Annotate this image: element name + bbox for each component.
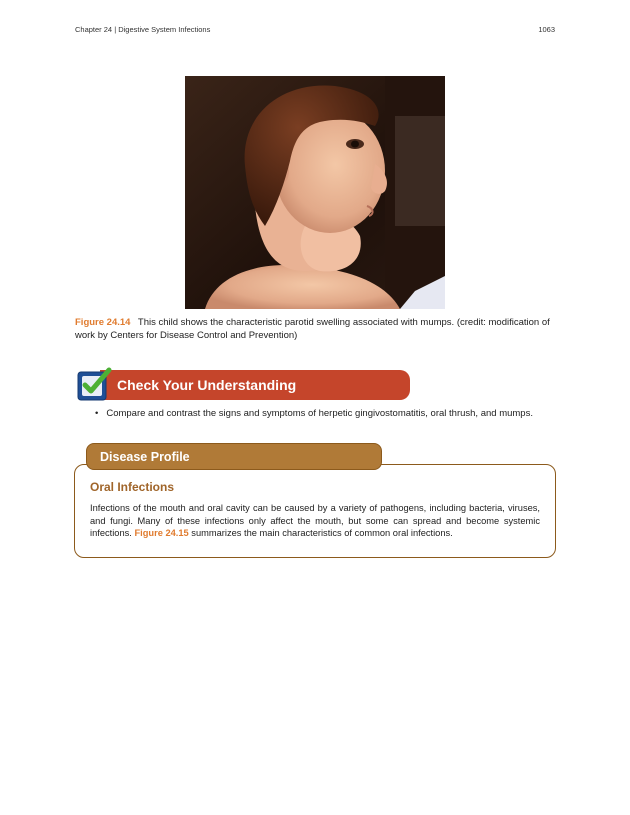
page-number: 1063 <box>538 25 555 34</box>
figure-caption <box>75 317 555 342</box>
body-text-end: summarizes the main characteristics of common oral infections. <box>188 528 453 539</box>
checkmark-icon <box>76 366 112 402</box>
check-understanding-list <box>95 408 565 420</box>
running-header-chapter: Chapter 24 | Digestive System Infections <box>75 25 211 34</box>
figure-caption-text: This child shows the characteristic parotid swelling associated with mumps. (credit: modification of work by Centers for Disease Control and Prevention) <box>75 317 550 341</box>
disease-profile-heading: Oral Infections <box>90 480 175 494</box>
body-text-start: Infections of the mouth and oral cavity can be caused by a variety of pathogens, including bacteria, viruses, and fungi. Many of these infections only affect the mouth, but some can spread and become systemic infections. <box>90 503 540 539</box>
figure-label: Figure 24.14 <box>75 317 131 328</box>
disease-profile-body <box>90 502 540 540</box>
check-understanding-title: Check Your Understanding <box>117 377 297 393</box>
figure-photo <box>185 76 445 309</box>
list-item: • Compare and contrast the signs and symptoms of herpetic gingivostomatitis, oral thrush, and mumps. <box>95 408 565 420</box>
figure-reference-link[interactable]: Figure 24.15 <box>134 528 189 539</box>
disease-profile-label: Disease Profile <box>100 450 190 464</box>
